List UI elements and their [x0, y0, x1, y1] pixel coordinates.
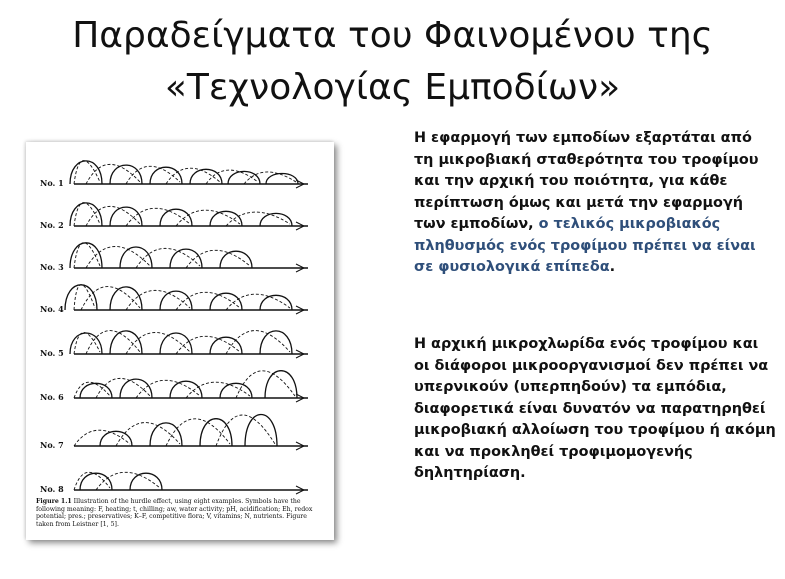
hurdle-shape [260, 295, 292, 310]
hurdle-shape [120, 247, 152, 268]
hurdle-shape [200, 419, 232, 446]
paragraph-2: Η αρχική μικροχλωρίδα ενός τροφίμου και οι διάφοροι μικροοργανισμοί δεν πρέπει να υπερνικούν (υπερπηδούν) τα εμπόδια, διαφορετικά είναι δυνατόν να παρατηρηθεί μικροβιακή αλλοίωση του τροφίμου ή ακόμη και να προκληθεί τροφιμομογενής δηλητηρίαση. [414, 336, 776, 481]
caption-text: Illustration of the hurdle effect, using eight examples. Symbols have the following meaning: F, heating; t, chilling; aw, water activity; pH, acidification; Eh, redox potential; pres.; preservatives; K–F, competitive flora; V, vitamins; N, nutrients. Figure taken from Leistner [1, 5]. [36, 498, 313, 528]
hurdle-shape [265, 371, 297, 398]
hurdle-shape [70, 243, 102, 268]
hurdle-shape [80, 383, 112, 398]
hurdle-shape [245, 415, 277, 447]
microbe-jump-arc [96, 472, 160, 490]
hurdle-shape [170, 381, 202, 398]
hurdle-diagram [26, 142, 334, 498]
hurdle-shape [210, 337, 242, 354]
caption-label: Figure 1.1 [36, 498, 72, 505]
hurdle-shape [150, 167, 182, 184]
microbe-jump-arc [86, 331, 140, 354]
hurdle-effect-figure [26, 142, 334, 540]
hurdle-shape [220, 251, 252, 268]
hurdle-shape [160, 209, 192, 226]
row-label: No. 7 [40, 440, 64, 450]
microbe-jump-arc [176, 336, 240, 354]
paragraph-1-end: . [609, 259, 616, 275]
paragraph-1-highlight: ο τελικός μικροβιακός πληθυσμός ενός τροφίμου πρέπει να είναι σε φυσιολογικά επίπεδα [414, 216, 756, 275]
hurdle-shape [210, 293, 242, 310]
row-label: No. 4 [40, 304, 64, 314]
hurdle-shape [110, 331, 142, 354]
slide-title [0, 10, 785, 114]
row-label: No. 2 [40, 220, 64, 230]
hurdle-shape [80, 473, 112, 490]
title-line-2: «Τεχνολογίας Εμποδίων» [164, 67, 621, 108]
hurdle-shape [210, 211, 242, 226]
microbe-jump-arc [96, 378, 150, 398]
hurdle-shape [110, 165, 142, 184]
microbe-jump-arc [86, 206, 140, 226]
hurdle-shape [150, 423, 182, 446]
hurdle-shape [170, 249, 202, 268]
figure-caption [36, 498, 324, 528]
row-label: No. 6 [40, 392, 64, 402]
hurdle-shape [190, 169, 222, 184]
hurdle-shape [120, 379, 152, 398]
hurdle-shape [260, 331, 292, 354]
microbe-jump-arc [86, 164, 140, 184]
row-label: No. 8 [40, 484, 64, 494]
hurdle-shape [220, 383, 252, 398]
hurdle-shape [228, 171, 260, 184]
hurdle-shape [70, 203, 102, 226]
row-label: No. 3 [40, 262, 64, 272]
hurdle-shape [110, 207, 142, 226]
microbe-jump-arc [126, 166, 180, 184]
hurdle-shape [100, 431, 132, 446]
paragraph-1-text: Η εφαρμογή των εμποδίων εξαρτάται από τη μικροβιακή σταθερότητα του τροφίμου και την αρχική του ποιότητα, για κάθε περίπτωση όμως και μετά την εφαρμογή των εμποδίων, [414, 130, 759, 232]
microbe-jump-arc [126, 290, 190, 310]
microbe-jump-arc [226, 331, 290, 354]
title-line-1: Παραδείγματα του Φαινομένου της [72, 15, 713, 56]
hurdle-shape [130, 473, 162, 490]
row-label: No. 5 [40, 348, 64, 358]
hurdle-shape [65, 285, 97, 310]
hurdle-shape [160, 291, 192, 310]
paragraph-1 [414, 128, 776, 279]
microbe-jump-arc [74, 285, 95, 310]
row-label: No. 1 [40, 178, 64, 188]
hurdle-shape [160, 333, 192, 354]
hurdle-shape [70, 161, 102, 184]
microbe-jump-arc [74, 382, 110, 398]
hurdle-shape [110, 287, 142, 310]
microbe-jump-arc [166, 419, 230, 446]
hurdle-shape [260, 213, 292, 226]
